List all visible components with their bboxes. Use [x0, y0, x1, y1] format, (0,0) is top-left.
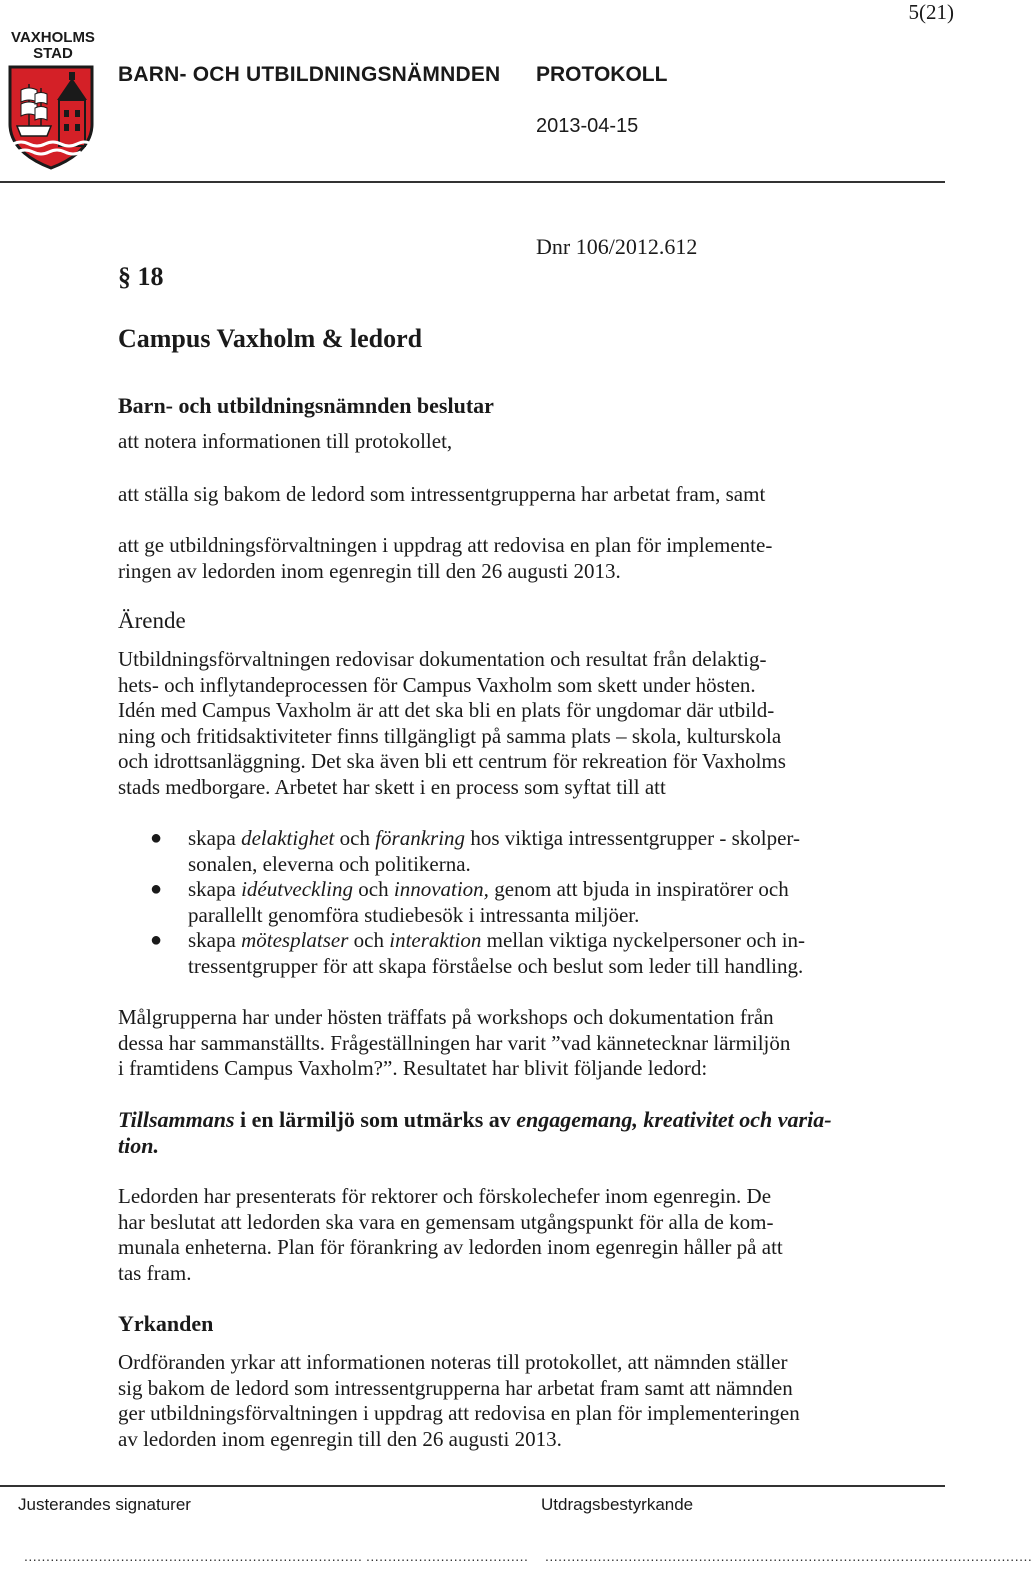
decision-point-2: att ställa sig bakom de ledord som intressentgrupperna har arbetat fram, samt	[118, 482, 766, 506]
yrkanden-body	[118, 1350, 898, 1452]
signature-line: .....................................	[366, 1548, 529, 1564]
section-number: § 18	[118, 262, 164, 291]
arende-heading: Ärende	[118, 608, 186, 633]
target-groups-paragraph	[118, 1005, 898, 1082]
decision-point-3-line-1: att ge utbildningsförvaltningen i uppdrag att redovisa en plan för implemente-	[118, 533, 773, 557]
yrkanden-heading: Yrkanden	[118, 1311, 214, 1336]
paragraph-line: har beslutat att ledorden ska vara en gemensam utgångspunkt för alla de kom-	[118, 1209, 774, 1234]
arende-line: ning och fritidsaktiviteter finns tillgängligt på samma plats – skola, kulturskola	[118, 723, 782, 748]
decision-point-3-line-2: ringen av ledorden inom egenregin till den 26 augusti 2013.	[118, 558, 621, 583]
yrkanden-section	[118, 1311, 898, 1337]
signatures-label: Justerandes signaturer	[18, 1495, 191, 1514]
arende-body	[118, 647, 898, 800]
arende-line: hets- och inflytandeprocessen för Campus Vaxholm som skett under hösten.	[118, 672, 756, 697]
bullet-icon: ●	[150, 929, 163, 951]
paragraph-line: sig bakom de ledord som intressentgrupperna har arbetat fram samt att nämnden	[118, 1375, 793, 1400]
extract-certification-label: Utdragsbestyrkande	[541, 1495, 694, 1514]
decision-point-3	[118, 533, 898, 584]
arende-section	[118, 608, 898, 634]
arende-line: Utbildningsförvaltningen redovisar dokumentation och resultat från delaktig-	[118, 647, 767, 671]
municipality-coat-of-arms-icon	[7, 64, 95, 170]
presentation-paragraph	[118, 1184, 898, 1286]
page-number: 5(21)	[908, 0, 954, 24]
decision-block	[118, 393, 898, 454]
paragraph-line: Ledorden har presenterats för rektorer och förskolechefer inom egenregin. De	[118, 1184, 772, 1208]
paragraph-line: av ledorden inom egenregin till den 26 augusti 2013.	[118, 1426, 562, 1451]
paragraph-line: ger utbildningsförvaltningen i uppdrag att redovisa en plan för implementeringen	[118, 1401, 800, 1425]
aims-list	[118, 826, 898, 979]
diary-number: Dnr 106/2012.612	[536, 234, 698, 259]
document-type: PROTOKOLL	[536, 63, 668, 86]
paragraph-line: tas fram.	[118, 1260, 192, 1285]
arende-line: Idén med Campus Vaxholm är att det ska bli en plats för ungdomar där utbild-	[118, 698, 775, 722]
logo-line-2: STAD	[33, 45, 73, 62]
logo-line-1: VAXHOLMS	[11, 29, 95, 46]
arende-line: och idrottsanläggning. Det ska även bli ett centrum för rekreation för Vaxholms	[118, 749, 786, 773]
signature-line: .....................................	[200, 1548, 363, 1564]
signature-line: ........................................	[24, 1548, 200, 1564]
decision-point-1: att notera informationen till protokollet,	[118, 428, 453, 453]
paragraph-line: dessa har sammanställts. Frågeställningen har varit ”vad kännetecknar lärmiljön	[118, 1030, 791, 1055]
arende-line: stads medborgare. Arbetet har skett i en process som syftat till att	[118, 774, 666, 799]
list-item: ● skapa delaktighet och förankring hos viktiga intressentgrupper - skolper- sonalen, eleverna och politikerna.	[150, 826, 800, 876]
paragraph-line: Målgrupperna har under hösten träffats på workshops och dokumentation från	[118, 1005, 774, 1029]
meeting-date: 2013-04-15	[536, 115, 639, 137]
organization-name: BARN- OCH UTBILDNINGSNÄMNDEN	[118, 63, 501, 86]
certification-line: ...............................................................................................................	[545, 1548, 1032, 1564]
paragraph-line: Ordföranden yrkar att informationen noteras till protokollet, att nämnden ställer	[118, 1350, 788, 1374]
guiding-words: Tillsammans i en lärmiljö som utmärks av engagemang, kreativitet och varia- tion.	[118, 1107, 832, 1158]
paragraph-line: i framtidens Campus Vaxholm?”. Resultatet har blivit följande ledord:	[118, 1056, 708, 1080]
bullet-icon: ●	[150, 878, 163, 900]
bullet-icon: ●	[150, 827, 163, 849]
item-title: Campus Vaxholm & ledord	[118, 324, 423, 353]
list-item: ● skapa idéutveckling och innovation, genom att bjuda in inspiratörer och parallellt genomföra studiebesök i intressanta miljöer.	[150, 877, 789, 927]
paragraph-line: munala enheterna. Plan för förankring av ledorden inom egenregin håller på att	[118, 1235, 783, 1259]
decision-heading: Barn- och utbildningsnämnden beslutar	[118, 393, 494, 418]
municipality-logo-text	[7, 30, 99, 62]
list-item: ● skapa mötesplatser och interaktion mellan viktiga nyckelpersoner och in- tressentgrupper för att skapa förståelse och beslut som leder till handling.	[150, 928, 806, 978]
footer-divider	[0, 1485, 945, 1487]
header-divider	[0, 181, 945, 183]
